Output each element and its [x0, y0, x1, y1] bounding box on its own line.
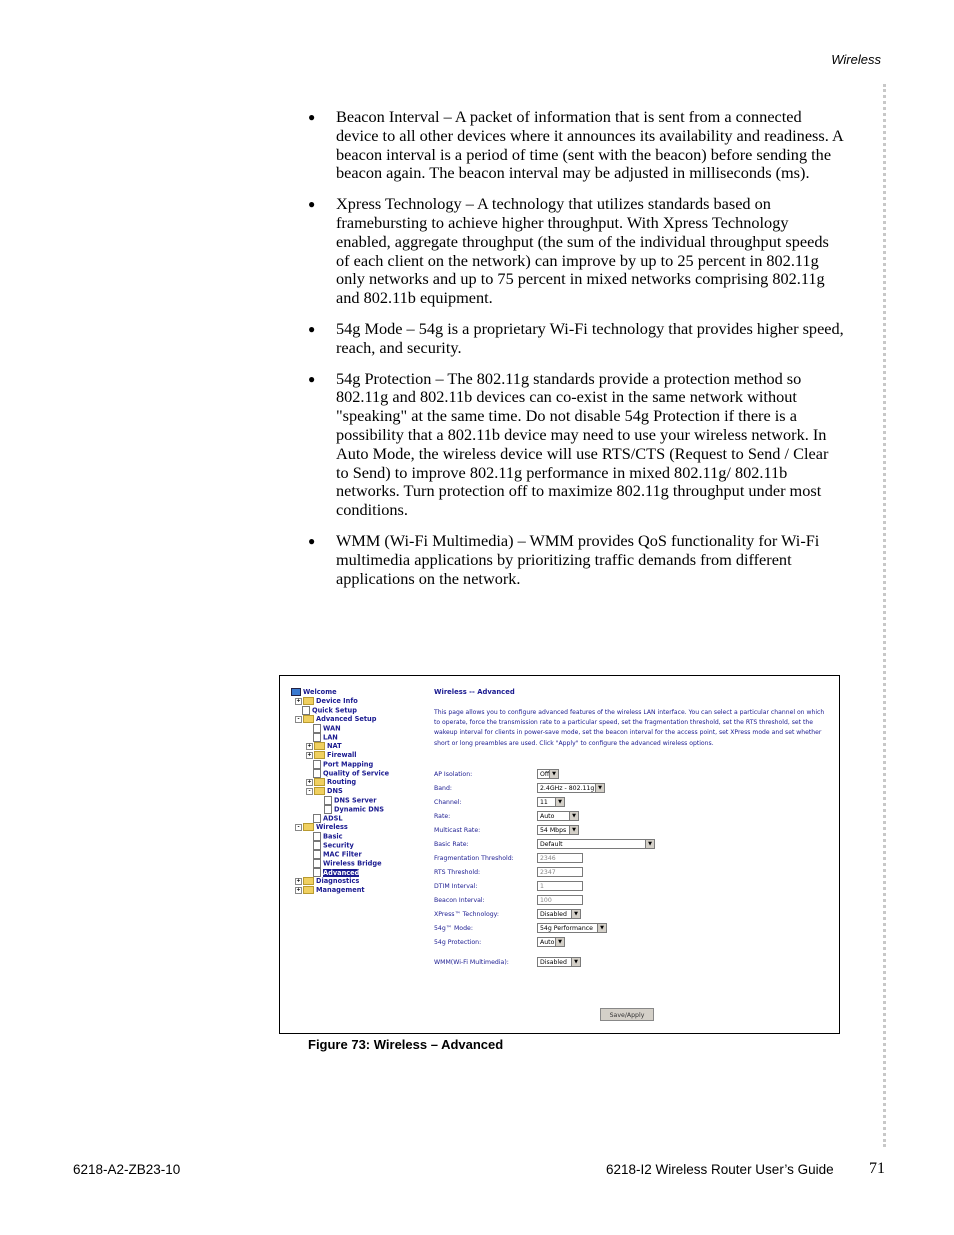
tree-item[interactable]: [284, 868, 389, 877]
page-icon: [313, 832, 321, 841]
bullet-dot-icon: ●: [308, 321, 316, 336]
select-field[interactable]: [537, 769, 559, 779]
dropdown-arrow-icon[interactable]: ▼: [569, 826, 578, 834]
tree-item[interactable]: [284, 832, 389, 841]
tree-item[interactable]: [284, 778, 389, 787]
save-apply-button[interactable]: Save/Apply: [600, 1008, 654, 1021]
bullet-list: [308, 108, 844, 600]
form-row: [434, 895, 824, 907]
tree-item-label[interactable]: NAT: [327, 742, 342, 750]
form-row: [434, 839, 824, 851]
tree-item-label[interactable]: DNS Server: [334, 796, 377, 805]
folder-icon: [303, 823, 314, 831]
bullet-text: Beacon Interval – A packet of information that is sent from a connected device to all other devices where it announces its availability and readiness. A beacon interval is a period of time (sent with the beacon) before sending the beacon again. The beacon interval may be adjusted in milliseconds (ms).: [336, 107, 843, 183]
field-value: 11: [540, 799, 548, 806]
tree-item[interactable]: [284, 688, 389, 697]
form-row: [434, 957, 824, 969]
tree-item-label[interactable]: Quality of Service: [323, 769, 390, 778]
section-header: Wireless: [831, 52, 881, 67]
field-label: WMM(Wi-Fi Multimedia):: [434, 959, 509, 966]
select-field[interactable]: [537, 811, 579, 821]
field-label: Multicast Rate:: [434, 827, 481, 834]
nav-tree: [284, 688, 389, 895]
folder-icon: [303, 877, 314, 885]
tree-item-label[interactable]: ADSL: [323, 814, 343, 823]
tree-item[interactable]: [284, 859, 389, 868]
dropdown-arrow-icon[interactable]: ▼: [555, 798, 564, 806]
expand-icon[interactable]: +: [296, 886, 301, 893]
dropdown-arrow-icon[interactable]: ▼: [597, 924, 606, 932]
field-value: 2347: [540, 869, 556, 876]
dropdown-arrow-icon[interactable]: ▼: [571, 910, 580, 918]
expand-icon[interactable]: +: [296, 697, 301, 704]
tree-item[interactable]: [284, 796, 389, 805]
field-label: XPress™ Technology:: [434, 911, 499, 918]
tree-item-label[interactable]: LAN: [323, 733, 338, 742]
page-icon: [313, 724, 321, 733]
panel-title: Wireless -- Advanced: [434, 688, 515, 696]
tree-item[interactable]: [284, 823, 389, 832]
page-icon: [313, 841, 321, 850]
form-row: [434, 825, 824, 837]
expand-icon[interactable]: +: [307, 751, 312, 758]
text-field[interactable]: [537, 867, 583, 877]
form-row: [434, 867, 824, 879]
tree-item-label[interactable]: Advanced: [323, 868, 360, 877]
bullet-dot-icon: ●: [308, 110, 316, 124]
margin-rule: [883, 84, 886, 1147]
field-value: Disabled: [540, 911, 567, 918]
doc-title: 6218-I2 Wireless Router User’s Guide: [606, 1162, 834, 1177]
field-label: RTS Threshold:: [434, 869, 481, 876]
bullet-dot-icon: ●: [308, 197, 316, 212]
list-item: [308, 370, 844, 520]
field-value: 100: [540, 897, 552, 904]
expand-icon[interactable]: +: [296, 877, 301, 884]
figure-screenshot: [279, 675, 840, 1034]
page-icon: [324, 805, 332, 814]
tree-item-label[interactable]: WAN: [323, 724, 341, 733]
panel-description: This page allows you to configure advanced features of the wireless LAN interface. You can select a particular channel on which to operate, force the transmission rate to a particular speed, set the fragmentation threshold, set the RTS threshold, set the wakeup interval for clients in power-save mode, set the beacon interval for the access point, set XPress mode and set whether short or long preambles are used. Click "Apply" to configure the advanced wireless options.: [434, 709, 825, 747]
field-label: 54g™ Mode:: [434, 925, 473, 932]
select-field[interactable]: [537, 825, 579, 835]
dropdown-arrow-icon[interactable]: ▼: [645, 840, 654, 848]
folder-icon: [314, 742, 325, 750]
select-field[interactable]: [537, 797, 565, 807]
collapse-icon[interactable]: -: [306, 788, 313, 795]
tree-item-label[interactable]: Device Info: [316, 697, 358, 705]
field-label: Rate:: [434, 813, 451, 820]
expand-icon[interactable]: +: [307, 778, 312, 785]
page-icon: [313, 769, 321, 778]
page-icon: [313, 859, 321, 868]
tree-item[interactable]: [284, 760, 389, 769]
select-field[interactable]: [537, 839, 655, 849]
tree-item[interactable]: [284, 850, 389, 859]
tree-item[interactable]: [284, 706, 389, 715]
tree-item-label[interactable]: Routing: [327, 778, 357, 786]
figure-caption: Figure 73: Wireless – Advanced: [308, 1037, 504, 1052]
form-row: [434, 853, 824, 865]
folder-icon: [303, 697, 314, 705]
field-label: DTIM Interval:: [434, 883, 478, 890]
select-field[interactable]: [537, 923, 607, 933]
page-icon: [302, 706, 310, 715]
form-row: [434, 797, 824, 809]
tree-item[interactable]: [284, 841, 389, 850]
field-label: Fragmentation Threshold:: [434, 855, 514, 862]
list-item: [308, 108, 844, 183]
tree-item[interactable]: [284, 787, 389, 796]
tree-item-label[interactable]: DNS: [327, 787, 343, 795]
page-number: 71: [869, 1160, 885, 1177]
field-value: Default: [540, 841, 563, 848]
form-row: [434, 811, 824, 823]
folder-icon: [314, 751, 325, 759]
tree-item[interactable]: [284, 697, 389, 706]
tree-item-label[interactable]: Basic: [323, 832, 343, 841]
folder-icon: [314, 778, 325, 786]
tree-item-label[interactable]: Wireless Bridge: [323, 859, 382, 868]
field-value: 54g Performance: [540, 925, 593, 932]
page-icon: [313, 868, 321, 877]
field-label: Basic Rate:: [434, 841, 469, 848]
tree-item[interactable]: [284, 886, 389, 895]
tree-item[interactable]: [284, 724, 389, 733]
bullet-text: Xpress Technology – A technology that utilizes standards based on framebursting to achieve higher throughput. With Xpress Technology enabled, aggregate throughput (the sum of the individual throughput speeds of each client on the network) can improve by up to 25 percent in 802.11g only networks and up to 75 percent in mixed networks comprising 802.11g and 802.11b equipment.: [336, 194, 829, 308]
text-field[interactable]: [537, 895, 583, 905]
dropdown-arrow-icon[interactable]: ▼: [549, 770, 558, 778]
tree-item-label[interactable]: Firewall: [327, 751, 357, 759]
tree-item[interactable]: [284, 715, 389, 724]
bullet-text: 54g Protection – The 802.11g standards provide a protection method so 802.11g and 802.11b devices can co-exist in the same network without "speaking" at the same time. Do not disable 54g Protection if there is a possibility that a 802.11b device may need to use your wireless network. In Auto Mode, the wireless device will use RTS/CTS (Request to Send / Clear to Send) to improve 802.11g performance in mixed 802.11g/ 802.11b networks. Turn protection off to maximize 802.11g throughput under most conditions.: [336, 368, 829, 520]
form-row: [434, 923, 824, 935]
tree-item-label[interactable]: MAC Filter: [323, 850, 362, 859]
field-value: Auto: [540, 813, 555, 820]
tree-item-label[interactable]: Quick Setup: [312, 706, 357, 715]
field-label: AP Isolation:: [434, 771, 473, 778]
field-label: 54g Protection:: [434, 939, 482, 946]
text-field[interactable]: [537, 881, 583, 891]
folder-icon: [303, 886, 314, 894]
form-row: [434, 769, 824, 781]
field-label: Beacon Interval:: [434, 897, 485, 904]
folder-icon: [314, 787, 325, 795]
text-field[interactable]: [537, 853, 583, 863]
tree-item-label[interactable]: Port Mapping: [323, 760, 374, 769]
tree-item[interactable]: [284, 733, 389, 742]
tree-item-label[interactable]: Welcome: [303, 688, 337, 696]
tree-item-label[interactable]: Security: [323, 841, 354, 850]
field-value: 2346: [540, 855, 556, 862]
field-value: 54 Mbps: [540, 827, 567, 834]
tree-item-label[interactable]: Diagnostics: [316, 877, 360, 885]
tree-item[interactable]: [284, 769, 389, 778]
field-value: Auto: [540, 939, 555, 946]
field-label: Band:: [434, 785, 452, 792]
monitor-icon: [291, 688, 301, 696]
tree-item[interactable]: [284, 877, 389, 886]
form-row: [434, 881, 824, 893]
page-icon: [313, 733, 321, 742]
form-row: [434, 783, 824, 795]
tree-item[interactable]: [284, 742, 389, 751]
collapse-icon[interactable]: -: [295, 716, 302, 723]
form-row: [434, 909, 824, 921]
tree-item[interactable]: [284, 814, 389, 823]
page-icon: [313, 760, 321, 769]
field-value: 1: [540, 883, 544, 890]
dropdown-arrow-icon[interactable]: ▼: [555, 938, 564, 946]
list-item: [308, 532, 844, 588]
page-icon: [313, 850, 321, 859]
tree-item-label[interactable]: Wireless: [316, 823, 348, 831]
tree-item[interactable]: [284, 805, 389, 814]
page-icon: [324, 796, 332, 805]
field-value: Off: [540, 771, 550, 778]
form-row: [434, 937, 824, 949]
field-value: Disabled: [540, 959, 567, 966]
bullet-text: 54g Mode – 54g is a proprietary Wi-Fi technology that provides higher speed, reach, and security.: [336, 318, 844, 357]
tree-item[interactable]: [284, 751, 389, 760]
bullet-text: WMM (Wi-Fi Multimedia) – WMM provides QoS functionality for Wi-Fi multimedia applications by prioritizing traffic demands from different applications on the network.: [336, 530, 820, 588]
page-icon: [313, 814, 321, 823]
select-field[interactable]: [537, 937, 565, 947]
collapse-icon[interactable]: -: [295, 824, 302, 831]
list-item: [308, 320, 844, 358]
select-field[interactable]: [537, 909, 581, 919]
select-field[interactable]: [537, 783, 605, 793]
dropdown-arrow-icon[interactable]: ▼: [595, 784, 604, 792]
bullet-dot-icon: ●: [308, 371, 316, 386]
doc-number: 6218-A2-ZB23-10: [73, 1162, 181, 1177]
dropdown-arrow-icon[interactable]: ▼: [569, 812, 578, 820]
bullet-dot-icon: ●: [308, 533, 316, 548]
dropdown-arrow-icon[interactable]: ▼: [571, 958, 580, 966]
field-value: 2.4GHz - 802.11g: [540, 785, 595, 792]
tree-item-label[interactable]: Management: [316, 886, 365, 894]
tree-item-label[interactable]: Dynamic DNS: [334, 805, 384, 814]
list-item: [308, 195, 844, 308]
expand-icon[interactable]: +: [307, 742, 312, 749]
tree-item-label[interactable]: Advanced Setup: [316, 715, 377, 723]
select-field[interactable]: [537, 957, 581, 967]
field-label: Channel:: [434, 799, 462, 806]
folder-icon: [303, 715, 314, 723]
